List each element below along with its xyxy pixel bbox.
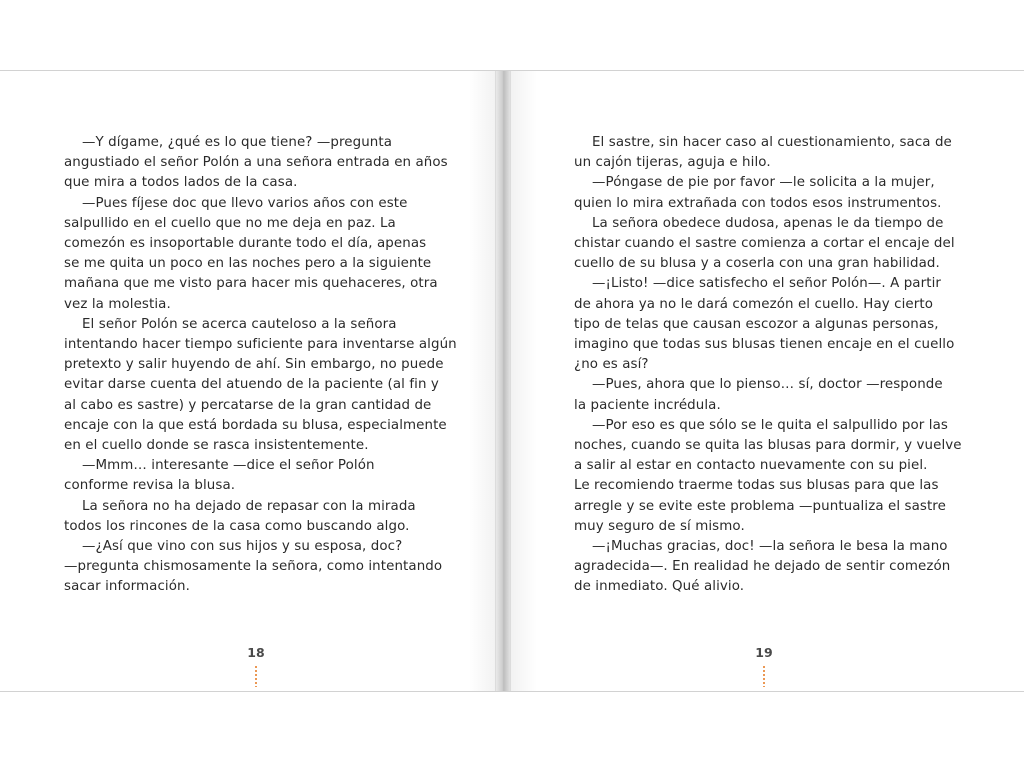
text-line: ¿no es así? xyxy=(574,357,649,373)
text-line: —Mmm… interesante —dice el señor Polón xyxy=(82,458,375,474)
text-line: arregle y se evite este problema —puntualiza el sastre xyxy=(574,498,946,514)
left-page xyxy=(0,71,496,691)
text-line: —Póngase de pie por favor —le solicita a la mujer, xyxy=(592,175,935,191)
text-line: encaje con la que está bordada su blusa, especialmente xyxy=(64,417,447,433)
left-page-number: 18 xyxy=(247,645,265,660)
left-page-text xyxy=(64,133,457,598)
text-line: se me quita un poco en las noches pero a la siguiente xyxy=(64,256,432,272)
text-line: —Pues fíjese doc que llevo varios años con este xyxy=(82,195,408,211)
text-line: —Pues, ahora que lo pienso… sí, doctor —responde xyxy=(592,377,943,393)
text-line: de ahora ya no le dará comezón el cuello. Hay cierto xyxy=(574,296,933,312)
text-line: tipo de telas que causan escozor a algunas personas, xyxy=(574,316,939,332)
right-page-text xyxy=(574,133,962,598)
text-line: —¡Listo! —dice satisfecho el señor Polón—. A partir xyxy=(592,276,941,292)
page-fold-shadow xyxy=(511,71,537,691)
text-line: salpullido en el cuello que no me deja en paz. La xyxy=(64,215,396,231)
text-line: que mira a todos lados de la casa. xyxy=(64,175,298,191)
text-line: comezón es insoportable durante todo el día, apenas xyxy=(64,236,427,252)
text-line: evitar darse cuenta del atuendo de la paciente (al fin y xyxy=(64,377,439,393)
page-fold-shadow xyxy=(469,71,495,691)
right-page xyxy=(510,71,1024,691)
text-line: pretexto y salir huyendo de ahí. Sin embargo, no puede xyxy=(64,357,444,373)
text-line: La señora obedece dudosa, apenas le da tiempo de xyxy=(592,215,944,231)
book-spread xyxy=(0,70,1024,692)
text-line: quien lo mira extrañada con todos esos instrumentos. xyxy=(574,195,942,211)
left-page-number-dots xyxy=(255,665,257,687)
book-gutter xyxy=(496,71,510,691)
text-line: —pregunta chismosamente la señora, como intentando xyxy=(64,559,443,575)
right-page-number-dots xyxy=(763,665,765,687)
text-line: Le recomiendo traerme todas sus blusas para que las xyxy=(574,478,939,494)
right-page-number: 19 xyxy=(755,645,773,660)
text-line: de inmediato. Qué alivio. xyxy=(574,579,745,595)
text-line: la paciente incrédula. xyxy=(574,397,721,413)
text-line: conforme revisa la blusa. xyxy=(64,478,236,494)
text-line: intentando hacer tiempo suficiente para inventarse algún xyxy=(64,337,457,353)
text-line: chistar cuando el sastre comienza a cortar el encaje del xyxy=(574,236,955,252)
text-line: El señor Polón se acerca cauteloso a la señora xyxy=(82,316,397,332)
text-line: —Por eso es que sólo se le quita el salpullido por las xyxy=(592,417,948,433)
text-line: La señora no ha dejado de repasar con la mirada xyxy=(82,498,416,514)
text-line: agradecida—. En realidad he dejado de sentir comezón xyxy=(574,559,951,575)
text-line: mañana que me visto para hacer mis quehaceres, otra xyxy=(64,276,438,292)
text-line: en el cuello donde se rasca insistentemente. xyxy=(64,438,369,454)
text-line: noches, cuando se quita las blusas para dormir, y vuelve xyxy=(574,438,962,454)
text-line: El sastre, sin hacer caso al cuestionamiento, saca de xyxy=(592,135,952,150)
text-line: a salir al estar en contacto nuevamente con su piel. xyxy=(574,458,928,474)
text-line: angustiado el señor Polón a una señora entrada en años xyxy=(64,155,448,171)
text-line: —¡Muchas gracias, doc! —la señora le besa la mano xyxy=(592,539,948,555)
text-line: sacar información. xyxy=(64,579,190,595)
text-line: imagino que todas sus blusas tienen encaje en el cuello xyxy=(574,337,955,353)
text-line: muy seguro de sí mismo. xyxy=(574,518,745,534)
text-line: todos los rincones de la casa como buscando algo. xyxy=(64,518,410,534)
text-line: cuello de su blusa y a coserla con una gran habilidad. xyxy=(574,256,940,272)
text-line: un cajón tijeras, aguja e hilo. xyxy=(574,155,771,171)
text-line: vez la molestia. xyxy=(64,296,171,312)
text-line: —Y dígame, ¿qué es lo que tiene? —pregunta xyxy=(82,135,393,150)
text-line: —¿Así que vino con sus hijos y su esposa, doc? xyxy=(82,539,403,555)
text-line: al cabo es sastre) y percatarse de la gran cantidad de xyxy=(64,397,432,413)
